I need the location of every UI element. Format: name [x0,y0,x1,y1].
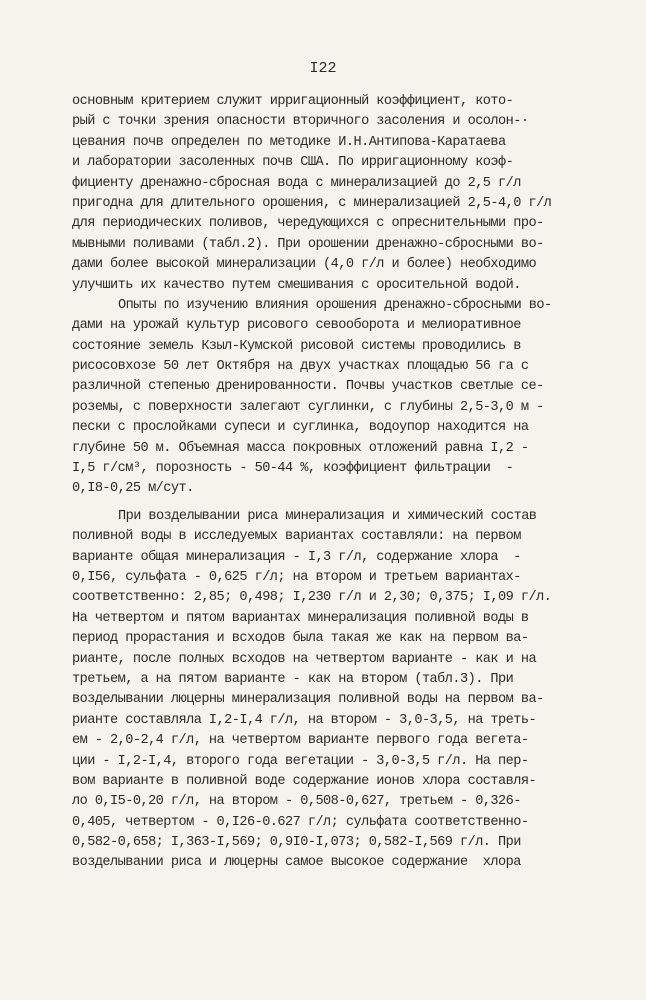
text-line: ции - I,2-I,4, второго года вегетации - 3,0-3,5 г/л. На пер- [72,753,529,769]
text-line: дами на урожай культур рисового севооборота и мелиоративное [72,318,521,334]
text-line: При возделывании риса минерализация и химический состав [118,508,537,524]
text-line: 0,405, четвертом - 0,I26-0.627 г/л; сульфата соответственно- [72,814,529,830]
paragraph [72,296,592,500]
text-line: пригодна для длительного орошения, с минерализацией 2,5-4,0 г/л [72,195,552,211]
paragraph [72,507,592,874]
text-line: фициенту дренажно-сбросная вода с минерализацией до 2,5 г/л [72,175,521,191]
text-line: рый с точки зрения опасности вторичного засоления и осолон-· [72,114,529,130]
text-line: возделывании люцерны минерализация поливной воды на первом ва- [72,692,544,708]
text-line: различной степенью дренированности. Почвы участков светлые се- [72,379,544,395]
text-line: 0,582-0,658; I,363-I,569; 0,9I0-I,073; 0,582-I,569 г/л. При [72,835,521,851]
text-line: роземы, с поверхности залегают суглинки, с глубины 2,5-3,0 м - [72,399,544,415]
text-line: глубине 50 м. Объемная масса покровных отложений равна I,2 - [72,440,529,456]
text-line: ло 0,I5-0,20 г/л, на втором - 0,508-0,627, третьем - 0,326- [72,794,521,810]
text-line: состояние земель Кзыл-Кумской рисовой системы проводились в [72,338,521,354]
text-line: На четвертом и пятом вариантах минерализация поливной воды в [72,610,529,626]
text-line: I,5 г/см³, порозность - 50-44 %, коэффициент фильтрации - [72,461,514,477]
text-line: 0,I56, сульфата - 0,625 г/л; на втором и третьем вариантах- [72,569,521,585]
paragraph-gap [72,500,592,507]
page-number: I22 [309,60,337,77]
text-line: мывными поливами (табл.2). При орошении дренажно-сбросными во- [72,236,544,252]
text-line: рисосовхозе 50 лет Октября на двух участках площадью 56 га с [72,359,529,375]
text-line: соответственно: 2,85; 0,498; I,230 г/л и 2,30; 0,375; I,09 г/л. [72,590,552,606]
text-line: период прорастания и всходов была такая же как на первом ва- [72,631,529,647]
text-line: цевания почв определен по методике И.Н.Антипова-Каратаева [72,134,506,150]
text-line: дами более высокой минерализации (4,0 г/л и более) необходимо [72,257,537,273]
text-line: Опыты по изучению влияния орошения дренажно-сбросными во- [118,297,552,313]
text-line: третьем, а на пятом варианте - как на втором (табл.3). При [72,671,514,687]
document-body [72,92,592,874]
text-line: пески с прослойками супеси и суглинка, водоупор находится на [72,420,529,436]
text-line: рианте составляла I,2-I,4 г/л, на втором - 3,0-3,5, на треть- [72,712,537,728]
text-line: и лаборатории засоленных почв США. По ирригационному коэф- [72,155,514,171]
text-line: варианте общая минерализация - I,3 г/л, содержание хлора - [72,549,521,565]
text-line: возделывании риса и люцерны самое высокое содержание хлора [72,855,521,871]
text-line: рианте, после полных всходов на четвертом варианте - как и на [72,651,537,667]
text-line: для периодических поливов, чередующихся с опреснительными про- [72,216,544,232]
text-line: поливной воды в исследуемых вариантах составляли: на первом [72,529,521,545]
text-line: 0,I8-0,25 м/сут. [72,481,194,497]
text-line: основным критерием служит ирригационный коэффициент, кото- [72,94,514,109]
paragraph [72,92,592,296]
text-line: ем - 2,0-2,4 г/л, на четвертом варианте первого года вегета- [72,733,529,749]
text-line: вом варианте в поливной воде содержание ионов хлора составля- [72,773,537,789]
text-line: улучшить их качество путем смешивания с оросительной водой. [72,277,521,293]
